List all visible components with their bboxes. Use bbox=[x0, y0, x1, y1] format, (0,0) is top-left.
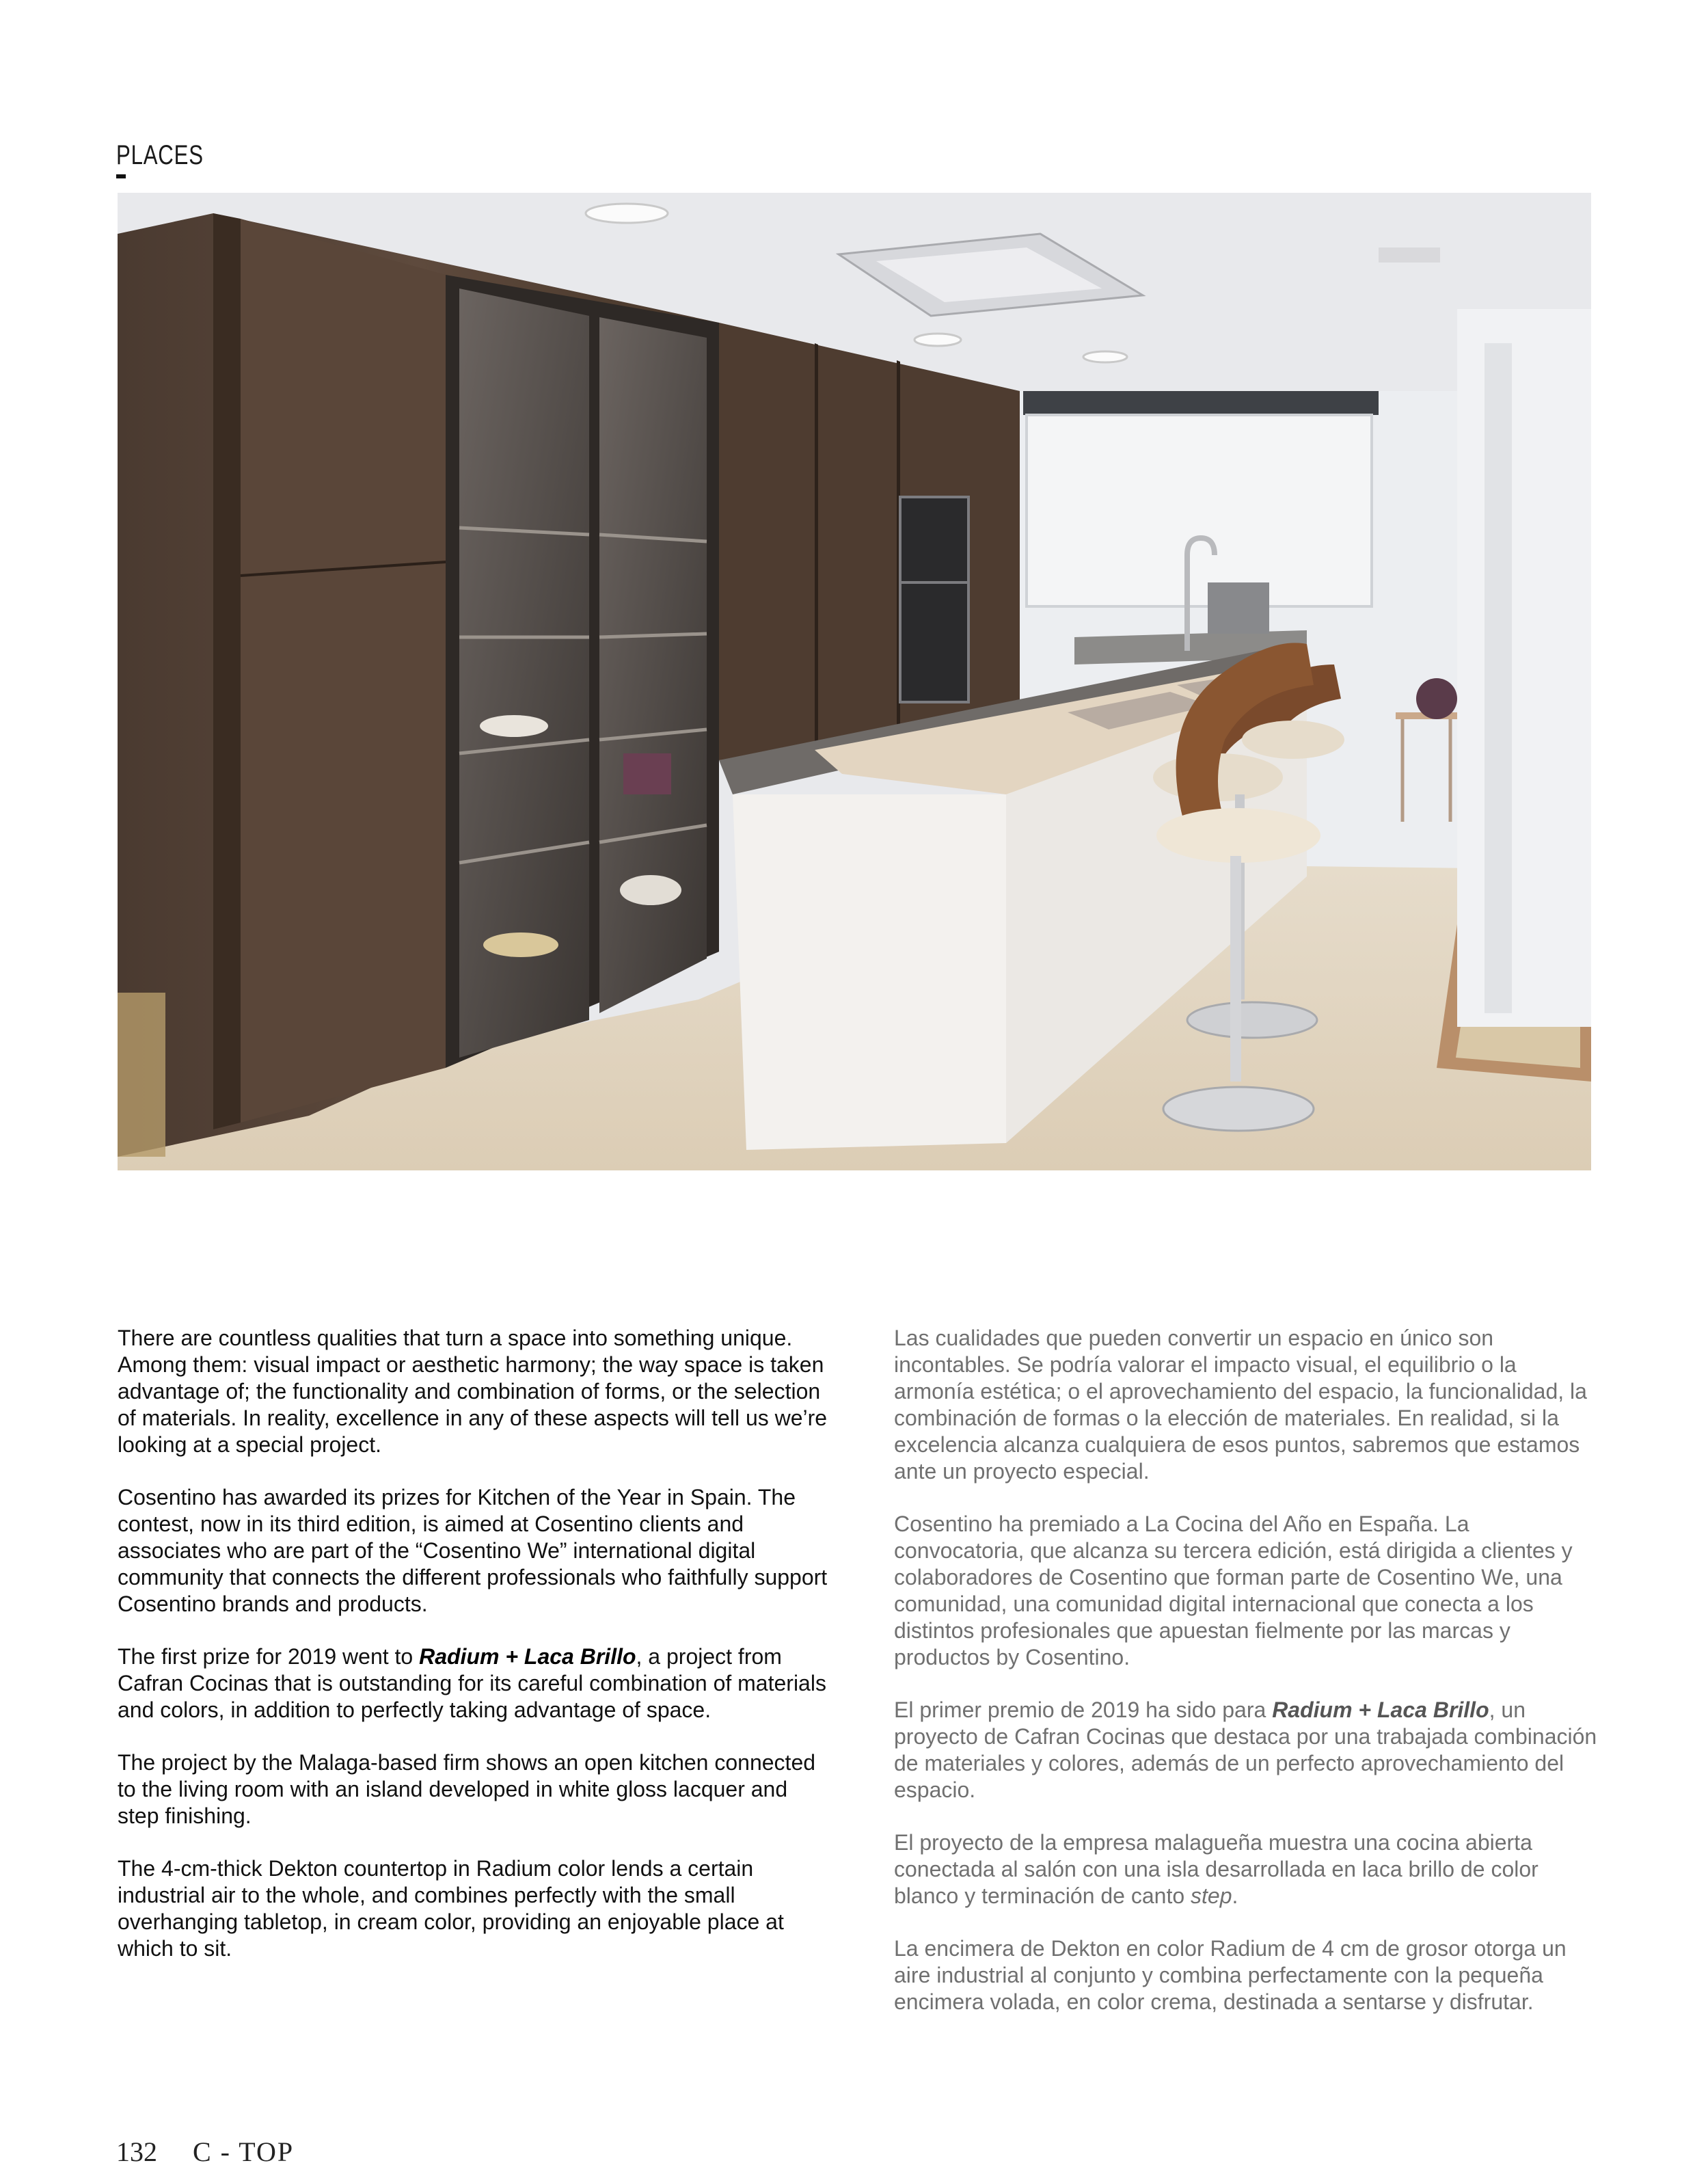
english-paragraph-3 bbox=[118, 1643, 828, 1723]
spanish-step-term: step bbox=[1191, 1883, 1232, 1908]
spanish-paragraph-1: Las cualidades que pueden convertir un espacio en único son incontables. Se podría valorar el impacto visual, el equilibrio o la armonía estética; o el aprovechamiento del espacio, la funcionalidad, la combinación de formas o la elección de materiales. En realidad, si la excelencia alcanza cualquiera de esos puntos, sabremos que estamos ante un proyecto especial. bbox=[894, 1326, 1587, 1484]
spanish-paragraph-3 bbox=[894, 1697, 1598, 1803]
spanish-p4-start: El proyecto de la empresa malagueña muestra una cocina abierta conectada al salón con una isla desarrollada en laca brillo de color blanco y terminación de canto bbox=[894, 1830, 1538, 1908]
english-project-name: Radium + Laca Brillo bbox=[419, 1644, 636, 1669]
english-column bbox=[118, 1325, 828, 1988]
kitchen-island-photo bbox=[118, 193, 1591, 1170]
spanish-column bbox=[894, 1325, 1598, 2041]
section-marker bbox=[116, 174, 126, 178]
spanish-p4-end: . bbox=[1232, 1883, 1238, 1908]
english-paragraph-4: The project by the Malaga-based firm shows an open kitchen connected to the living room with an island developed in white gloss lacquer and step finishing. bbox=[118, 1750, 816, 1828]
page-number: 132 bbox=[116, 2136, 157, 2167]
english-paragraph-1: There are countless qualities that turn a space into something unique. Among them: visual impact or aesthetic harmony; the way space is taken advantage of; the functionality and combination of forms, or the selection of materials. In reality, excellence in any of these aspects will tell us we’re looking at a special project. bbox=[118, 1326, 828, 1457]
english-paragraph-2: Cosentino has awarded its prizes for Kitchen of the Year in Spain. The contest, now in its third edition, is aimed at Cosentino clients and associates who are part of the “Cosentino We” international digital community that connects the different professionals who faithfully support Cosentino brands and products. bbox=[118, 1485, 828, 1616]
english-p3-start: The first prize for 2019 went to bbox=[118, 1644, 420, 1669]
magazine-name: C - TOP bbox=[193, 2136, 295, 2167]
spanish-p3-start: El primer premio de 2019 ha sido para bbox=[894, 1697, 1273, 1722]
spanish-project-name: Radium + Laca Brillo bbox=[1272, 1697, 1489, 1722]
spanish-paragraph-5: La encimera de Dekton en color Radium de 4 cm de grosor otorga un aire industrial al conjunto y combina perfectamente con la pequeña encimera volada, en color crema, destinada a sentarse y disfrutar. bbox=[894, 1936, 1567, 2014]
english-paragraph-5: The 4-cm-thick Dekton countertop in Radium color lends a certain industrial air to the whole, and combines perfectly with the small overhanging tabletop, in cream color, providing an enjoyable place at which to sit. bbox=[118, 1856, 784, 1961]
spanish-paragraph-2: Cosentino ha premiado a La Cocina del Año en España. La convocatoria, que alcanza su tercera edición, está dirigida a clientes y colaboradores de Cosentino que forman parte de Cosentino We, una comunidad, una comunidad digital internacional que conecta a los distintos profesionales que apuestan fielmente por las marcas y productos by Cosentino. bbox=[894, 1512, 1573, 1669]
spanish-paragraph-4 bbox=[894, 1829, 1598, 1909]
english-p3-end: , a project from Cafran Cocinas that is outstanding for its careful combination of materials and colors, in addition to perfectly taking advantage of space. bbox=[118, 1644, 826, 1722]
spanish-p3-end: , un proyecto de Cafran Cocinas que destaca por una trabajada combinación de materiales y colores, además de un perfecto aprovechamiento del espacio. bbox=[894, 1697, 1597, 1802]
section-label: PLACES bbox=[116, 140, 204, 170]
